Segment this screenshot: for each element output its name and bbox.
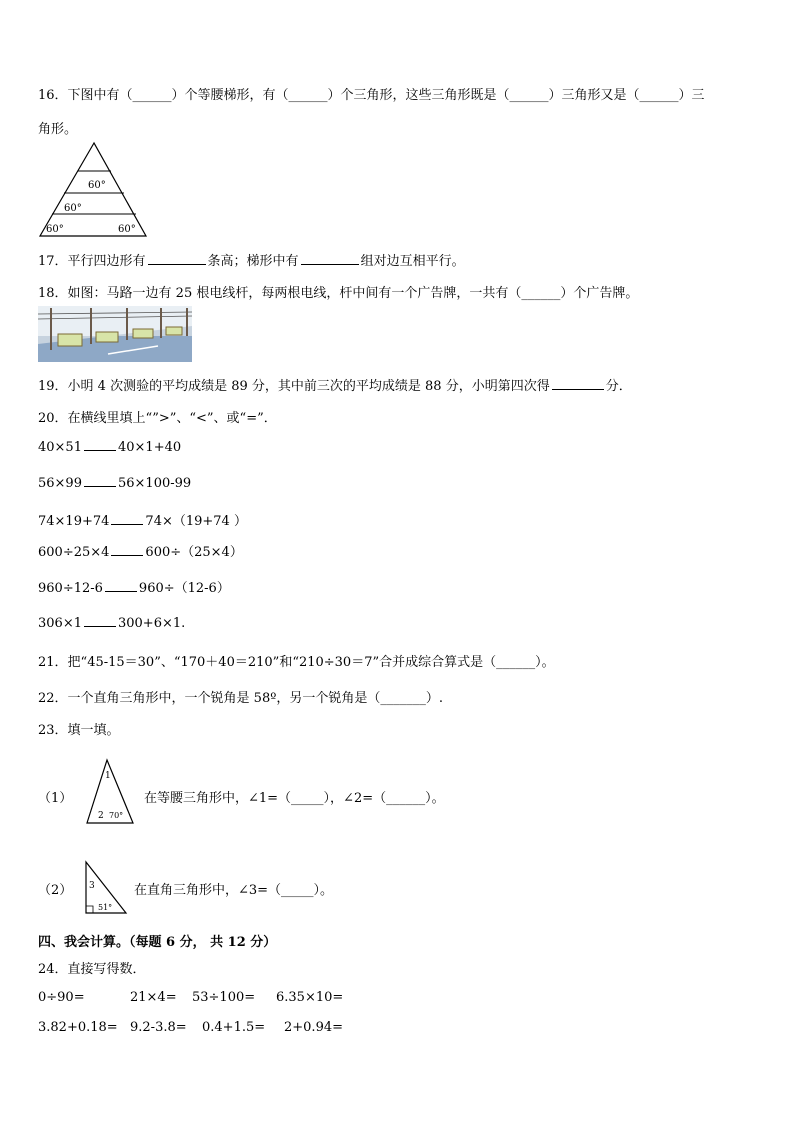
right-angle-mark bbox=[86, 906, 93, 913]
q24-r1-item-4: 6.35×10= bbox=[276, 990, 344, 1005]
q23-sub2-text: 在直角三角形中，∠3=（_____）。 bbox=[134, 883, 334, 898]
isosceles-angle-70-label: 70° bbox=[109, 811, 124, 820]
q24-row-1 bbox=[38, 990, 365, 1005]
q16-line1: 16．下图中有（______）个等腰梯形，有（______）个三角形，这些三角形既是（______）三角形又是（______）三 bbox=[38, 88, 705, 103]
q16-line2: 角形。 bbox=[38, 122, 78, 137]
q24-r2-item-3: 0.4+1.5= bbox=[202, 1020, 266, 1035]
q20-row-6 bbox=[38, 614, 185, 631]
q23-sub1-number: （1） bbox=[38, 791, 73, 806]
q20-row-5-blank[interactable] bbox=[105, 579, 137, 592]
q24-r2-item-4: 2+0.94= bbox=[284, 1020, 344, 1035]
q20-title: 20．在横线里填上“”>”、“<”、或“=”． bbox=[38, 411, 277, 426]
q17-blank-1[interactable] bbox=[148, 252, 206, 265]
q20-row-1-left: 40×51 bbox=[38, 440, 82, 455]
q23-isosceles-triangle-figure bbox=[85, 758, 137, 826]
billboard-4 bbox=[166, 327, 182, 335]
pole-1 bbox=[50, 308, 52, 350]
q24-row-2 bbox=[38, 1020, 365, 1035]
q20-row-4-blank[interactable] bbox=[111, 543, 143, 556]
q20-row-1-blank[interactable] bbox=[84, 438, 116, 451]
q20-row-3 bbox=[38, 510, 247, 529]
q18-text: 18．如图：马路一边有 25 根电线杆，每两根电线，杆中间有一个广告牌，一共有（______）个广告牌。 bbox=[38, 286, 639, 301]
pole-3 bbox=[126, 308, 128, 340]
q17-part3: 组对边互相平行。 bbox=[360, 254, 465, 269]
q16-triangle-figure bbox=[38, 140, 150, 238]
q24-r1-item-1: 0÷90= bbox=[38, 990, 85, 1005]
q20-row-6-right: 300+6×1. bbox=[117, 616, 186, 631]
q18-road-picture bbox=[38, 306, 192, 362]
right-triangle-angle-51-label: 51° bbox=[98, 903, 113, 912]
q20-row-3-right: 74×（19+74 ） bbox=[145, 514, 247, 529]
q24-title: 24．直接写得数． bbox=[38, 962, 146, 977]
q23-title: 23．填一填。 bbox=[38, 723, 120, 738]
q20-row-6-blank[interactable] bbox=[84, 614, 116, 627]
angle-label-3: 60° bbox=[46, 224, 64, 235]
q24-r1-item-2: 21×4= bbox=[130, 990, 177, 1005]
pole-5 bbox=[186, 308, 188, 336]
q17-part2: 条高；梯形中有 bbox=[207, 254, 299, 269]
q19-part2: 分． bbox=[605, 379, 632, 394]
billboard-3 bbox=[133, 329, 153, 338]
q17 bbox=[38, 250, 465, 269]
q24-r2-item-2: 9.2-3.8= bbox=[130, 1020, 187, 1035]
q19-blank[interactable] bbox=[552, 377, 604, 390]
q20-row-2-right: 56×100-99 bbox=[117, 476, 192, 491]
q20-row-5-left: 960÷12-6 bbox=[38, 581, 103, 596]
q20-row-2-blank[interactable] bbox=[84, 474, 116, 487]
angle-label-1: 60° bbox=[88, 180, 106, 191]
q20-row-1-right: 40×1+40 bbox=[117, 440, 182, 455]
q20-row-1 bbox=[38, 438, 181, 455]
q22-text: 22．一个直角三角形中，一个锐角是 58º，另一个锐角是（_______）. bbox=[38, 691, 443, 706]
q19-part1: 19．小明 4 次测验的平均成绩是 89 分，其中前三次的平均成绩是 88 分，小明第四次得 bbox=[38, 379, 550, 394]
q21-text: 21．把“45-15＝30”、“170＋40＝210”和“210÷30＝7”合并成综合算式是（______）。 bbox=[38, 655, 555, 670]
q23-right-triangle-figure bbox=[82, 860, 130, 916]
q17-part1: 17．平行四边形有 bbox=[38, 254, 146, 269]
q20-row-3-left: 74×19+74 bbox=[38, 514, 110, 529]
q17-blank-2[interactable] bbox=[301, 252, 359, 265]
q19 bbox=[38, 375, 632, 394]
billboard-1 bbox=[58, 334, 82, 346]
q24-r1-item-3: 53÷100= bbox=[192, 990, 256, 1005]
section-4-title: 四、我会计算。（每题 6 分， 共 12 分） bbox=[38, 935, 277, 950]
isosceles-angle-2-label: 2 bbox=[98, 811, 104, 821]
billboard-2 bbox=[96, 332, 118, 342]
right-triangle-angle-3-label: 3 bbox=[89, 881, 95, 891]
angle-label-2: 60° bbox=[64, 203, 82, 214]
q20-row-2-left: 56×99 bbox=[38, 476, 82, 491]
q24-r2-item-1: 3.82+0.18= bbox=[38, 1020, 118, 1035]
pole-2 bbox=[90, 308, 92, 344]
q23-sub2-number: （2） bbox=[38, 883, 73, 898]
angle-label-4: 60° bbox=[118, 224, 136, 235]
q20-row-4-left: 600÷25×4 bbox=[38, 545, 110, 560]
isosceles-angle-1-label: 1 bbox=[105, 771, 111, 781]
pole-4 bbox=[160, 308, 162, 338]
q23-sub1-text: 在等腰三角形中，∠1=（_____），∠2=（______）。 bbox=[144, 791, 445, 806]
q20-row-3-blank[interactable] bbox=[111, 512, 143, 525]
q20-row-2 bbox=[38, 474, 191, 491]
q20-row-6-left: 306×1 bbox=[38, 616, 82, 631]
q20-row-4 bbox=[38, 541, 243, 560]
q20-row-5 bbox=[38, 577, 230, 596]
q20-row-5-right: 960÷（12-6） bbox=[138, 581, 230, 596]
q20-row-4-right: 600÷（25×4） bbox=[145, 545, 243, 560]
